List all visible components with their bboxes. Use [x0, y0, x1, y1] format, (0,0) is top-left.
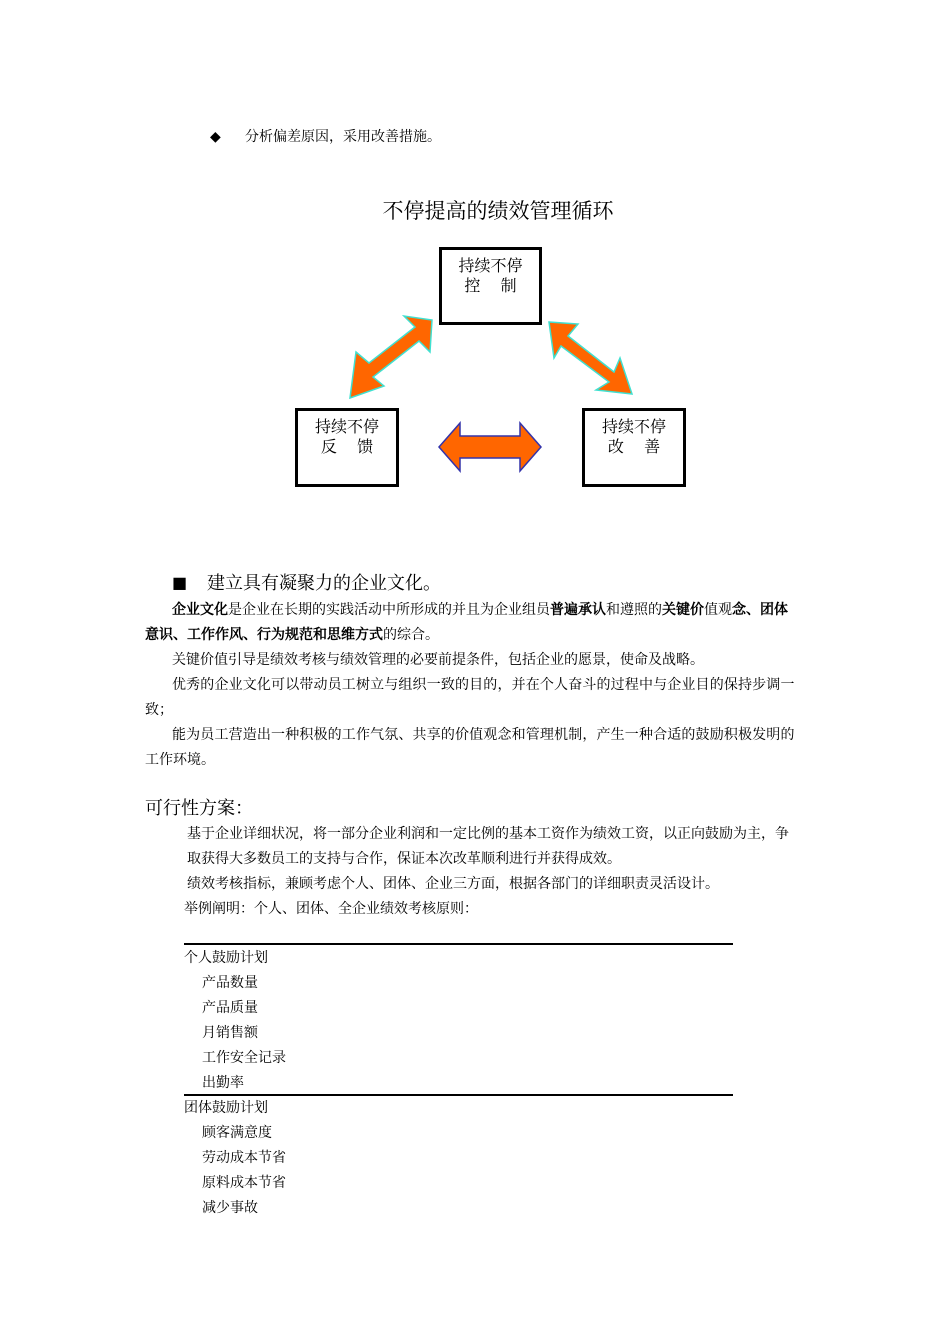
feasibility-line3: 绩效考核指标，兼顾考虑个人、团体、企业三方面，根据各部门的详细职责灵活设计。 — [187, 876, 719, 892]
arrow-feedback-improve — [439, 423, 541, 471]
team-item: 原料成本节省 — [202, 1175, 286, 1191]
feasibility-line4: 举例阐明：个人、团体、全企业绩效考核原则： — [184, 901, 478, 917]
term-widely-recognized: 普遍承认 — [550, 602, 606, 618]
intro-bullet-symbol: ◆ — [210, 129, 221, 145]
team-item: 劳动成本节省 — [202, 1150, 286, 1166]
team-plan-title: 团体鼓励计划 — [184, 1100, 268, 1116]
para1-text-b: 和遵照的 — [606, 602, 662, 618]
feasibility-heading: 可行性方案： — [145, 798, 253, 819]
table-mid-rule — [184, 1094, 733, 1096]
box-feedback-line1: 持续不停 — [314, 417, 379, 436]
culture-para1-line2 — [145, 625, 439, 645]
culture-para4-line2: 工作环境。 — [145, 752, 215, 768]
box-improve — [582, 408, 686, 487]
term-awareness-style-norms: 意识、工作作风、行为规范和思维方式 — [145, 627, 383, 643]
individual-plan-title: 个人鼓励计划 — [184, 950, 268, 966]
term-enterprise-culture: 企业文化 — [172, 602, 228, 618]
individual-item: 产品数量 — [202, 975, 258, 991]
culture-para2: 关键价值引导是绩效考核与绩效管理的必要前提条件，包括企业的愿景，使命及战略。 — [172, 652, 704, 668]
box-improve-line1: 持续不停 — [601, 417, 666, 436]
feasibility-line1: 基于企业详细状况，将一部分企业利润和一定比例的基本工资作为绩效工资，以正向鼓励为主，争 — [187, 826, 789, 842]
arrow-control-improve — [549, 322, 632, 394]
culture-para4-line1: 能为员工营造出一种积极的工作气氛、共享的价值观念和管理机制，产生一种合适的鼓励积极发明的 — [172, 727, 795, 743]
culture-heading: 建立具有凝聚力的企业文化。 — [207, 573, 441, 594]
feasibility-line2: 取获得大多数员工的支持与合作，保证本次改革顺利进行并获得成效。 — [187, 851, 621, 867]
culture-bullet-symbol: ■ — [172, 573, 188, 592]
arrow-feedback-control — [350, 316, 432, 398]
box-feedback — [295, 408, 399, 487]
para1-text-c: 值观 — [704, 602, 732, 618]
box-improve-line2: 改 善 — [607, 437, 661, 456]
para1-text-d: 的综合。 — [383, 627, 439, 643]
culture-para3-line1: 优秀的企业文化可以带动员工树立与组织一致的目的，并在个人奋斗的过程中与企业目的保持步调一 — [172, 677, 795, 693]
diagram-title: 不停提高的绩效管理循环 — [382, 199, 614, 223]
individual-item: 产品质量 — [202, 1000, 258, 1016]
term-concept-team: 念、团体 — [732, 602, 788, 618]
intro-bullet-text: 分析偏差原因，采用改善措施。 — [245, 129, 441, 145]
culture-para3-line2: 致； — [145, 702, 173, 718]
individual-item: 月销售额 — [202, 1025, 258, 1041]
culture-para1-line1 — [172, 600, 788, 620]
team-item: 顾客满意度 — [202, 1125, 272, 1141]
box-control-line1: 持续不停 — [458, 256, 523, 275]
individual-item: 出勤率 — [202, 1075, 244, 1091]
box-feedback-line2: 反 馈 — [320, 437, 374, 456]
individual-item: 工作安全记录 — [202, 1050, 286, 1066]
box-control — [439, 247, 542, 325]
team-item: 减少事故 — [202, 1200, 258, 1216]
term-key-value: 关键价 — [662, 602, 704, 618]
table-top-rule — [184, 943, 733, 945]
box-control-line2: 控 制 — [464, 276, 517, 295]
para1-text-a: 是企业在长期的实践活动中所形成的并且为企业组员 — [228, 602, 550, 618]
